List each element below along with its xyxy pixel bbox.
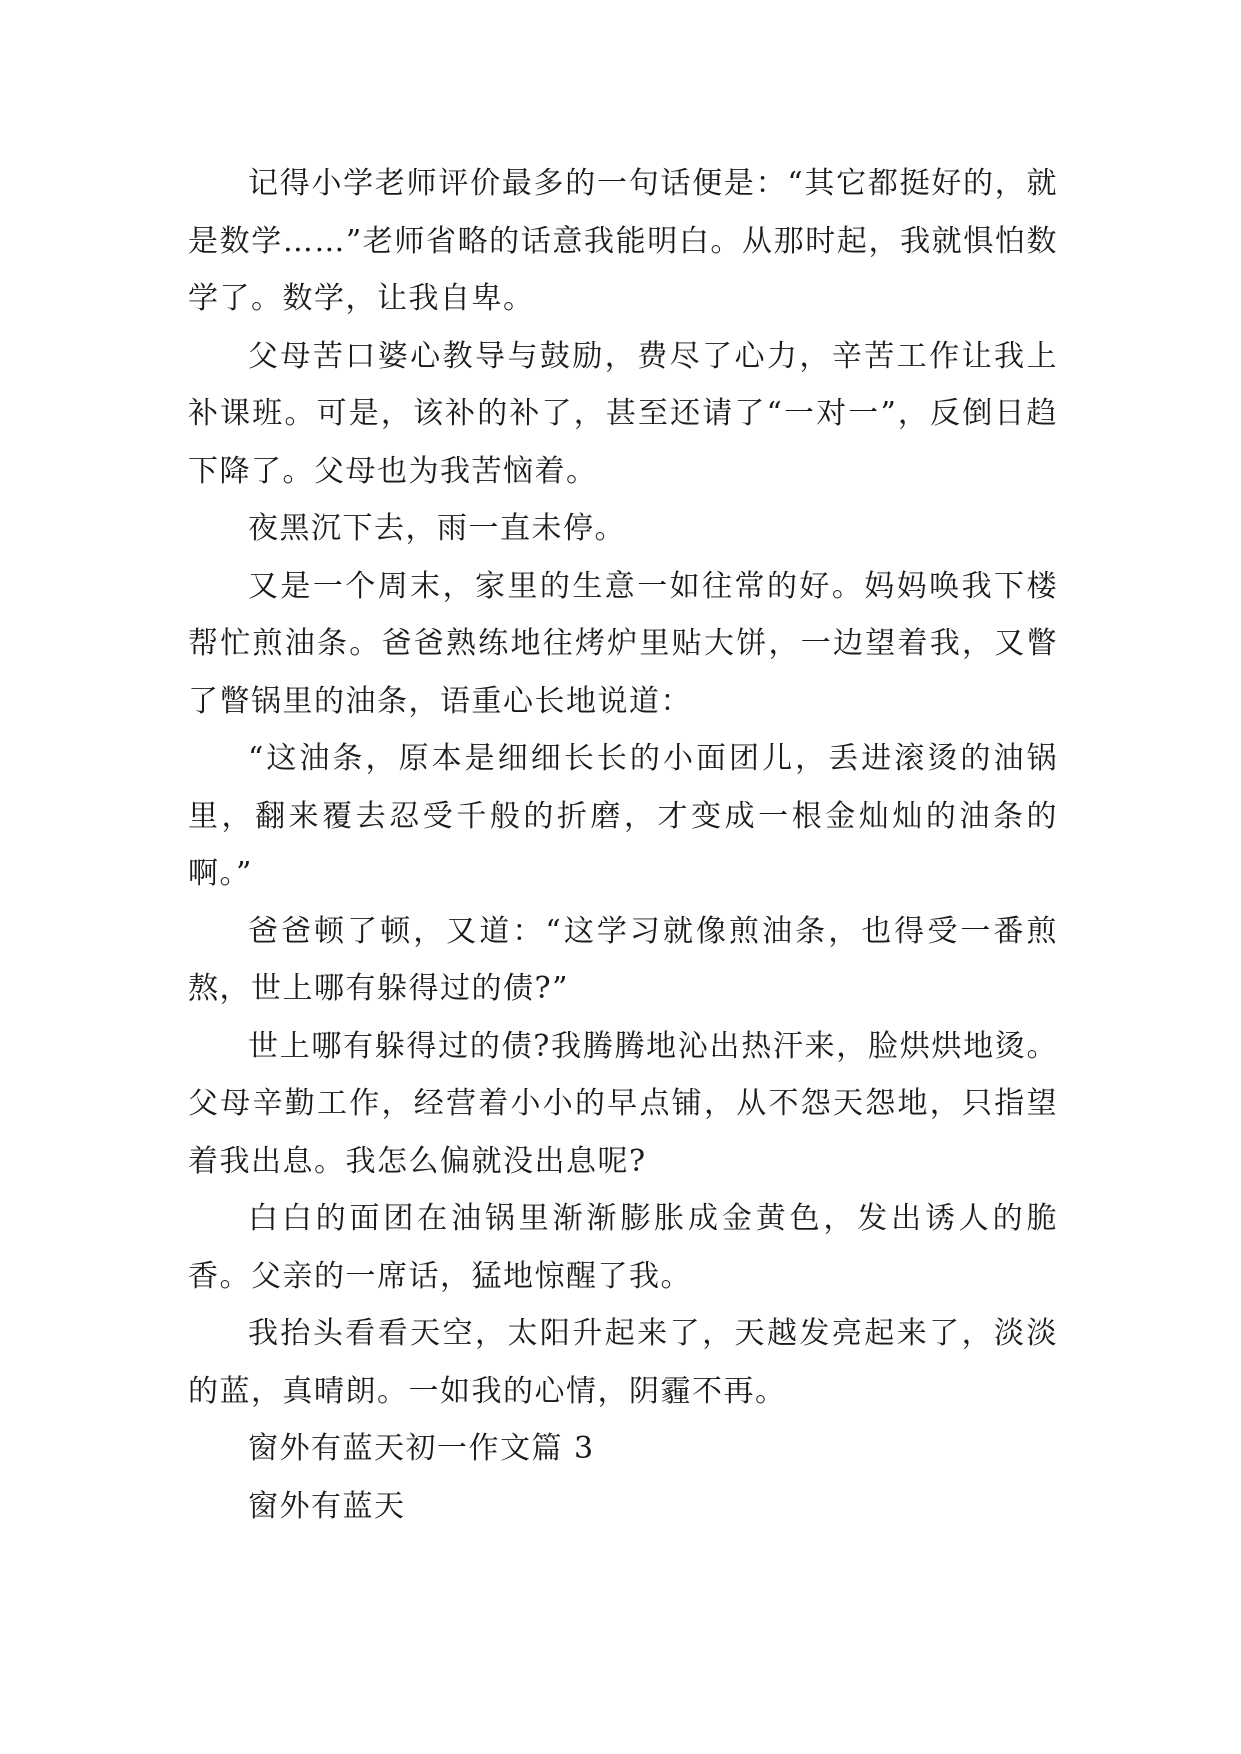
essay-title: 窗外有蓝天 [248,1488,406,1524]
paragraph-5: “这油条，原本是细细长长的小面团儿，丢进滚烫的油锅里，翻来覆去忍受千般的折磨，才变成一根金灿灿的油条的啊。” [188,741,1058,891]
section-heading: 窗外有蓝天初一作文篇 3 [248,1431,595,1466]
essay-body [188,155,1058,1535]
paragraph-8: 白白的面团在油锅里渐渐膨胀成金黄色，发出诱人的脆香。父亲的一席话，猛地惊醒了我。 [188,1201,1058,1294]
paragraph-1: 记得小学老师评价最多的一句话便是：“其它都挺好的，就是数学……”老师省略的话意我能明白。从那时起，我就惧怕数学了。数学，让我自卑。 [188,166,1058,316]
paragraph-9: 我抬头看看天空，太阳升起来了，天越发亮起来了，淡淡的蓝，真晴朗。一如我的心情，阴霾不再。 [188,1316,1058,1409]
paragraph-2: 父母苦口婆心教导与鼓励，费尽了心力，辛苦工作让我上补课班。可是，该补的补了，甚至还请了“一对一”，反倒日趋下降了。父母也为我苦恼着。 [188,338,1058,489]
paragraph-4: 又是一个周末，家里的生意一如往常的好。妈妈唤我下楼帮忙煎油条。爸爸熟练地往烤炉里贴大饼，一边望着我，又瞥了瞥锅里的油条，语重心长地说道： [188,568,1058,719]
paragraph-6: 爸爸顿了顿，又道：“这学习就像煎油条，也得受一番煎熬，世上哪有躲得过的债?” [188,913,1058,1006]
paragraph-7: 世上哪有躲得过的债?我腾腾地沁出热汗来，脸烘烘地烫。父母辛勤工作，经营着小小的早点铺，从不怨天怨地，只指望着我出息。我怎么偏就没出息呢? [188,1028,1058,1179]
paragraph-3: 夜黑沉下去，雨一直未停。 [248,511,626,546]
